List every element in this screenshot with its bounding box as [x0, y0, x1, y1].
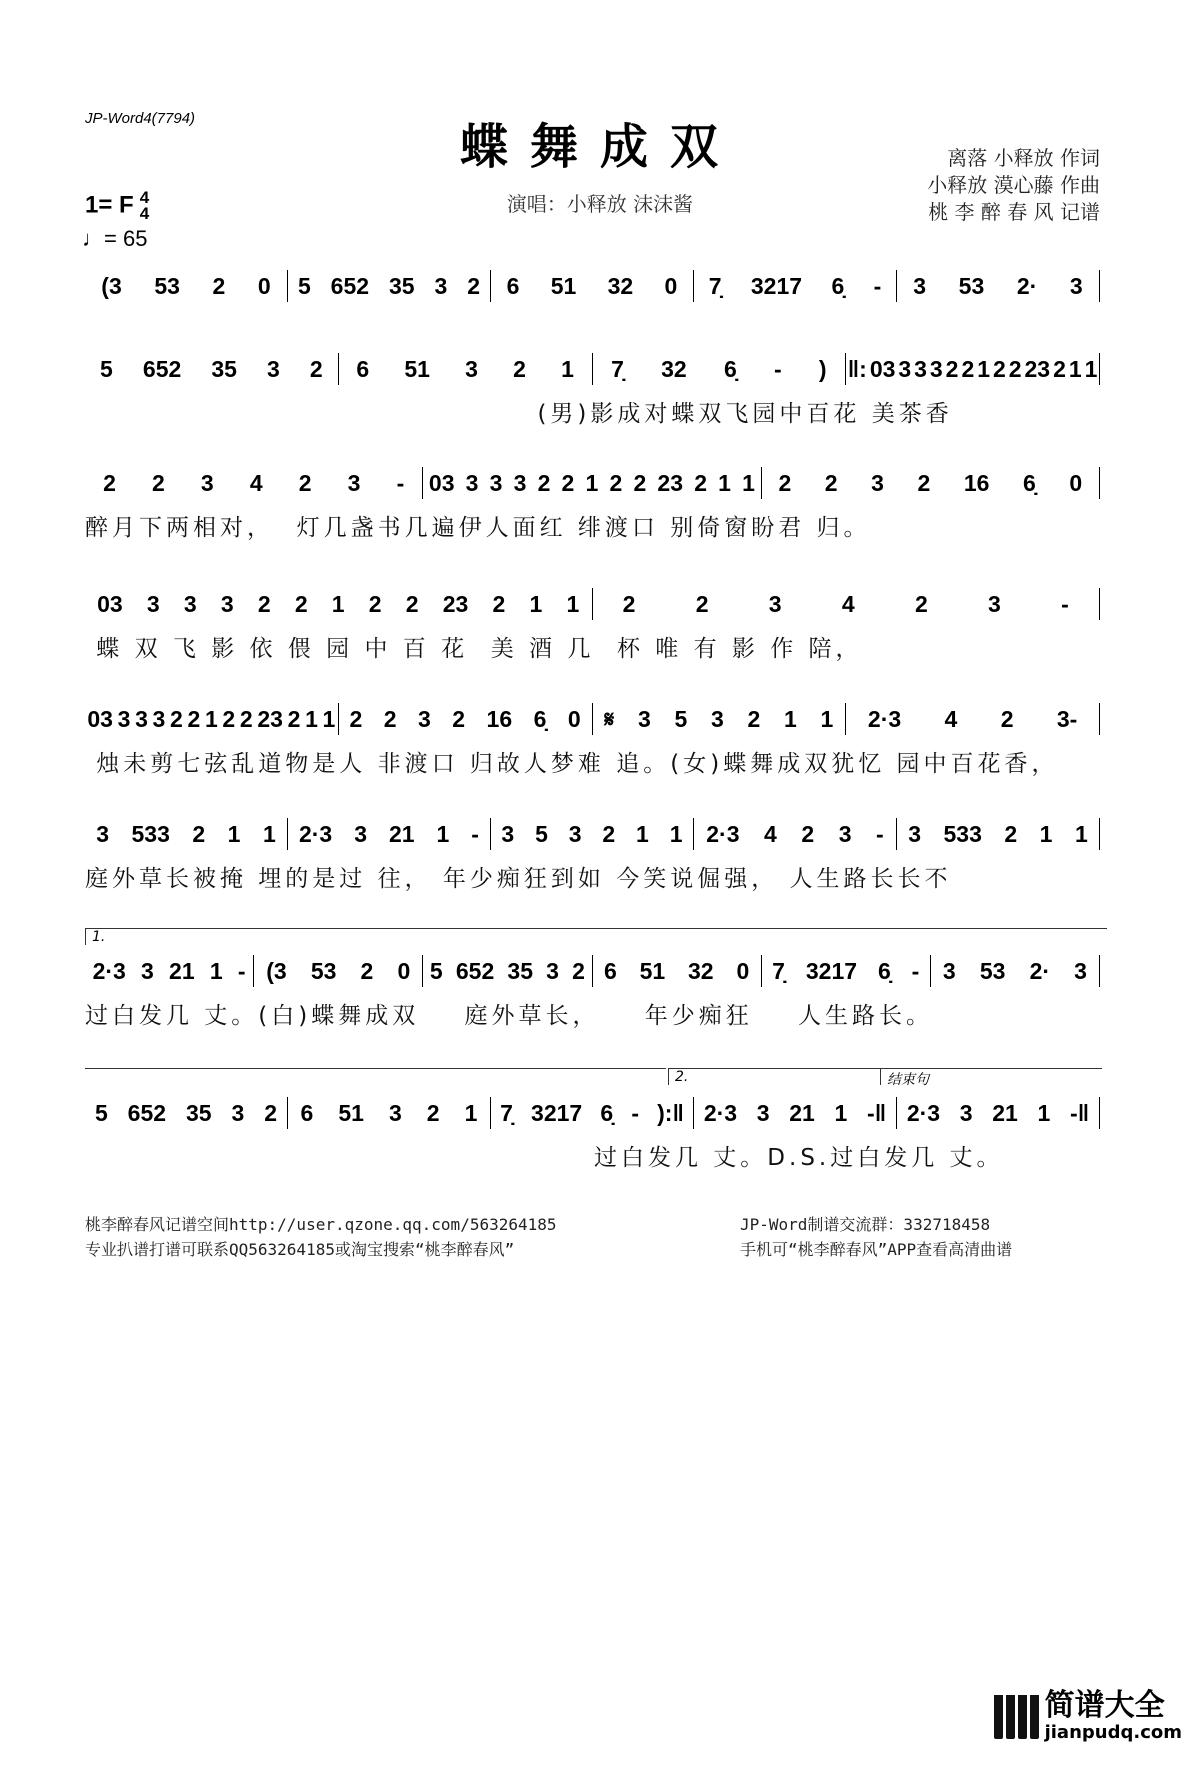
barline [1099, 818, 1100, 850]
measure: 3 5 3 2 1 1 [501, 820, 683, 847]
key: 1= F [85, 191, 134, 219]
measure: 03 3 3 3 2 2 1 2 2 23 2 1 1 [87, 705, 336, 732]
composer: 小释放 漠心藤 作曲 [927, 173, 1100, 197]
barline [1099, 353, 1100, 385]
lyrics-line: 烛未剪七弦乱道物是人 非渡口 归故人梦难 追。(女)蝶舞成双犹忆 园中百花香， [85, 751, 1059, 777]
staff-row [85, 703, 1100, 735]
measure: 6 51 3 2 1 [300, 1099, 478, 1126]
barline [1099, 703, 1100, 735]
transcriber: 桃 李 醉 春 风 记谱 [928, 200, 1100, 224]
footer-left-1: 桃李醉春风记谱空间http://user.qzone.qq.com/563264185 [85, 1215, 557, 1234]
measure: 2 2 3 2 16 6̣ 0 [349, 705, 581, 732]
site-logo [994, 1690, 1182, 1743]
measure: 2·3 3 21 1 - [298, 820, 479, 847]
measure: 5 652 35 3 2 [100, 355, 323, 382]
footer-right-2: 手机可“桃李醉春风”APP查看高清曲谱 [740, 1240, 1013, 1259]
measure: 2 2 3 2 16 6̣ 0 [778, 469, 1083, 496]
barline [1099, 467, 1100, 499]
measure: 03 3 3 3 2 2 1 2 2 23 2 1 1 [97, 590, 580, 617]
lyrics-line: 过白发几 丈。D.S.过白发几 丈。 [85, 1145, 1004, 1171]
lyricist: 离落 小释放 作词 [947, 146, 1100, 170]
measure: 2 2 3 4 2 3 - [622, 590, 1069, 617]
measure: 6 51 32 0 [506, 272, 678, 299]
measure: 5 652 35 3 2 [94, 1099, 277, 1126]
measure: 6 51 3 2 1 [356, 355, 574, 382]
credits [927, 145, 1100, 226]
staff-row [85, 467, 1100, 499]
measure: 3 533 2 1 1 [96, 820, 276, 847]
measure: 3 53 2· 3 [942, 957, 1087, 984]
software-version: JP-Word4(7794) [85, 110, 196, 127]
measure: 6 51 32 0 [603, 957, 750, 984]
measure: 7̣ 3217 6̣ - ):‖ [500, 1099, 684, 1126]
volta-ending: 结束句 [880, 1068, 1102, 1085]
measure: 2·3 3 21 1 -‖ [906, 1099, 1090, 1126]
logo-url: jianpudq.com [1044, 1722, 1182, 1743]
lyrics-line: 庭外草长被掩 埋的是过 往， 年少痴狂到如 今笑说倔强， 人生路长长不 [85, 866, 952, 892]
volta-second: 2. [668, 1068, 880, 1085]
measure: 2·3 3 21 1 -‖ [703, 1099, 887, 1126]
staff-row [85, 588, 1100, 620]
lyrics-line: (男)影成对蝶双飞园中百花 美茶香 [85, 401, 953, 427]
measure: (3 53 2 0 [266, 957, 411, 984]
time-top: 4 [139, 188, 150, 207]
measure: 7̣ 3217 6̣ - [772, 957, 920, 984]
barline [1099, 1097, 1100, 1129]
measure: 3 533 2 1 1 [908, 820, 1088, 847]
staff-row [85, 818, 1100, 850]
staff-row [85, 270, 1100, 302]
footer-left-2: 专业扒谱打谱可联系QQ563264185或淘宝搜索“桃李醉春风” [85, 1240, 515, 1259]
measure: 2·3 4 2 3- [867, 705, 1078, 732]
lyrics-line: 蝶 双 飞 影 依 偎 园 中 百 花 美 酒 几 杯 唯 有 影 作 陪， [85, 636, 863, 662]
measure: 𝄋 3 5 3 2 1 1 [604, 705, 834, 732]
measure: 5 652 35 3 2 [297, 272, 480, 299]
footer-right-1: JP-Word制谱交流群：332718458 [740, 1215, 991, 1234]
singer-info: 演唱：小释放 沫沫酱 [506, 192, 694, 216]
measure: 3 53 2· 3 [913, 272, 1083, 299]
measure: 5 652 35 3 2 [429, 957, 585, 984]
barline [1099, 270, 1100, 302]
measure: 2 2 3 4 2 3 - [103, 469, 405, 496]
measure: 03 3 3 3 2 2 1 2 2 23 2 1 1 [428, 469, 755, 496]
barline [1099, 955, 1100, 987]
song-title: 蝶舞成双 [459, 119, 740, 175]
tempo: ♩= 65 [82, 226, 148, 251]
key-signature [85, 190, 149, 222]
barline [1099, 588, 1100, 620]
measure: 7̣ 3217 6̣ - [708, 272, 882, 299]
lyrics-line: 过白发几 丈。(白)蝶舞成双 庭外草长， 年少痴狂 人生路长。 [85, 1003, 933, 1029]
time-signature [140, 190, 149, 222]
measure: ‖: 03 3 3 3 2 2 1 2 2 23 2 1 1 [847, 355, 1098, 382]
measure: 7̣ 32 6̣ - ) [611, 355, 827, 382]
staff-row [85, 353, 1100, 385]
logo-name: 简谱大全 [1044, 1688, 1165, 1723]
measure: (3 53 2 0 [101, 272, 271, 299]
piano-keys-icon [994, 1695, 1039, 1739]
staff-row [85, 955, 1100, 987]
volta-first: 1. [85, 928, 1107, 945]
staff-row [85, 1097, 1100, 1129]
volta-first-continued [85, 1068, 666, 1085]
time-bottom: 4 [139, 204, 150, 223]
lyrics-line: 醉月下两相对， 灯几盏书几遍伊人面红 绯渡口 别倚窗盼君 归。 [85, 515, 871, 541]
measure: 2·3 4 2 3 - [706, 820, 884, 847]
measure: 2·3 3 21 1 - [92, 957, 246, 984]
